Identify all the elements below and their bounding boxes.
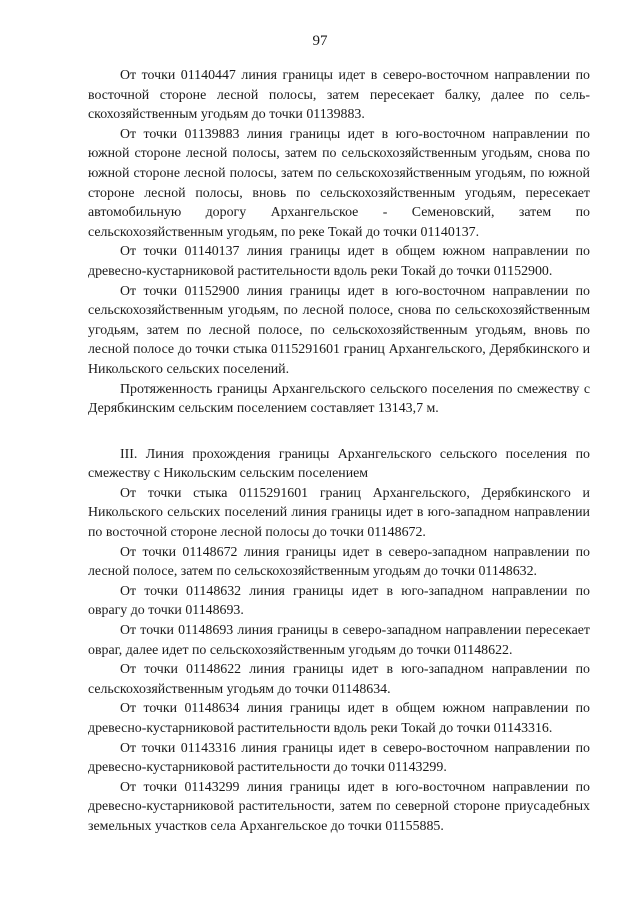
paragraph: От точки стыка 0115291601 границ Архангельского, Дерябкинского и Никольского сельских поселений линия границы идет в юго-западном направлении по восточной стороне лесной полосы до точки 01148672. [88,485,590,541]
paragraph: От точки 01140447 линия границы идет в северо-восточном направлении по восточной стороне лесной полосы, затем пересекает балку, далее по сельскохозяйственным угодьям до точки 01139883. [88,68,590,123]
document-body [88,66,590,837]
paragraph: От точки 01148622 линия границы идет в юго-западном направлении по сельскохозяйственным угодьям до точки 01148634. [88,662,590,697]
paragraph: От точки 01148634 линия границы идет в общем южном направлении по древесно-кустарниковой растительности вдоль реки Токай до точки 01143316. [88,701,590,736]
paragraph: От точки 01152900 линия границы идет в юго-восточном направлении по сельскохозяйственным угодьям, по лесной полосе, снова по сельскохозяйственным угодьям, затем по лесной полосе, по сельскохозяйственным угодьям, вновь по лесной полосе до точки стыка 0115291601 границ Архангельского, Дерябкинского и Никольского сельских поселений. [88,283,590,377]
paragraph: От точки 01143299 линия границы идет в юго-восточном направлении по древесно-кустарниковой растительности, затем по северной стороне приусадебных земельных участков села Архангельское до точки 01155885. [88,779,590,834]
section-heading: III. Линия прохождения границы Архангельского сельского поселения по смежеству с Никольским сельским поселением [88,446,590,482]
paragraph: От точки 01140137 линия границы идет в общем южном направлении по древесно-кустарниковой растительности вдоль реки Токай до точки 01152900. [88,244,590,279]
paragraph: От точки 01148672 линия границы идет в северо-западном направлении по лесной полосе, затем по сельскохозяйственным угодьям до точки 01148632. [88,544,590,580]
page-number: 97 [312,33,328,49]
paragraph: От точки 01148693 линия границы в северо-западном направлении пересекает овраг, далее идет по сельскохозяйственным угодьям до точки 01148622. [88,623,590,658]
paragraph: От точки 01148632 линия границы идет в юго-западном направлении по оврагу до точки 01148693. [88,583,590,619]
paragraph: Протяженность границы Архангельского сельского поселения по смежеству с Дерябкинским сельским поселением составляет 13143,7 м. [88,381,590,417]
paragraph: От точки 01143316 линия границы идет в северо-восточном направлении по древесно-кустарниковой растительности до точки 01143299. [88,740,590,776]
paragraph: От точки 01139883 линия границы идет в юго-восточном направлении по южной стороне лесной полосы, затем по сельскохозяйственным угодьям, снова по южной стороне лесной полосы, затем по сельскохозяйственным угодьям, по южной стороне лесной полосы, вновь по сельскохозяйственным угодьям, пересекает автомобильную дорогу Архангельское - Семеновский, затем по сельскохозяйственным угодьям, по реке Токай до точки 01140137. [88,126,590,240]
